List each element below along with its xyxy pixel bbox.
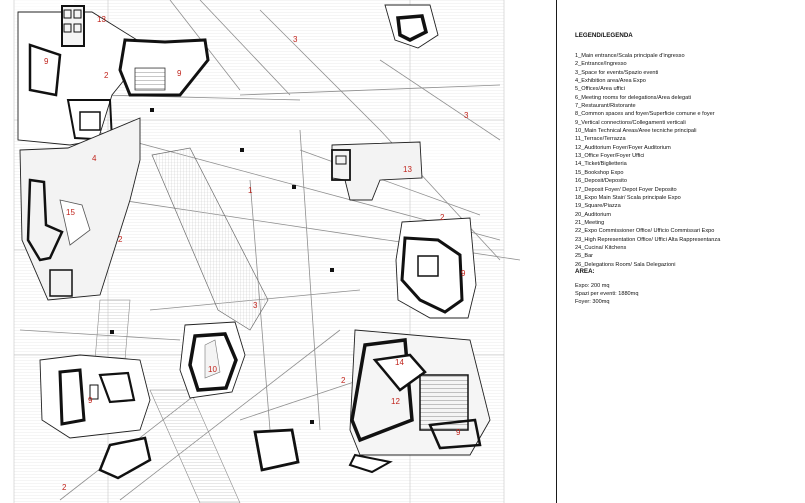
legend-item: 9_Vertical connections/Collegamenti verticali — [575, 119, 686, 126]
legend-item: 8_Common spaces and foyer/Superficie comune e foyer — [575, 111, 715, 118]
label-15-bookshop: 15 — [66, 208, 75, 217]
legend-list — [575, 52, 720, 269]
legend-item: 7_Restaurant/Ristorante — [575, 103, 636, 110]
label-13-east: 13 — [403, 165, 412, 174]
label-3-north: 3 — [293, 35, 298, 44]
legend-item: 11_Terrace/Terrazza — [575, 136, 626, 143]
legend-item: 20_Auditorium — [575, 211, 612, 218]
label-1-main: 1 — [248, 186, 253, 195]
area-item: Spazi per eventi: 1880mq — [575, 291, 639, 298]
legend-item: 1_Main entrance/Scala principale d'ingresso — [575, 53, 685, 59]
label-4-exhibition: 4 — [92, 154, 97, 163]
legend-title: LEGEND/LEGENDA — [575, 32, 633, 39]
label-9-northwest: 9 — [44, 57, 49, 66]
legend-item: 10_Main Technical Areas/Aree tecniche principali — [575, 128, 697, 135]
legend-item: 14_Ticket/Biglietteria — [575, 161, 627, 168]
area-item: Foyer: 300mq — [575, 299, 610, 306]
label-2-center: 2 — [118, 235, 123, 244]
pod-east — [396, 218, 476, 318]
label-2-south: 2 — [341, 376, 346, 385]
legend-item: 6_Meeting rooms for delegations/Area delegati — [575, 94, 691, 101]
legend-item: 17_Deposit Foyer/ Depot Foyer Deposito — [575, 186, 677, 193]
label-10-technical: 10 — [208, 365, 217, 374]
legend-item: 5_Offices/Area uffici — [575, 86, 625, 93]
label-3-east: 3 — [464, 111, 469, 120]
label-12-auditorium: 12 — [391, 397, 400, 406]
label-9-east: 9 — [461, 269, 466, 278]
legend-item: 26_Delegations Room/ Sala Delegazioni — [575, 261, 676, 268]
stairs-northwest — [135, 68, 165, 90]
legend-item: 21_Meeting — [575, 219, 605, 226]
legend-item: 13_Office Foyer/Foyer Uffici — [575, 153, 645, 160]
legend-item: 4_Exhibition area/Area Expo — [575, 78, 646, 85]
label-3-center: 3 — [253, 301, 258, 310]
label-9-southeast: 9 — [456, 428, 461, 437]
label-9-southwest: 9 — [88, 396, 93, 405]
pod-south — [255, 430, 298, 470]
area-title: AREA: — [575, 268, 595, 275]
legend-item: 19_Square/Piazza — [575, 203, 621, 210]
legend-item: 12_Auditorium Foyer/Foyer Auditorium — [575, 144, 671, 151]
label-2-southwest: 2 — [62, 483, 67, 492]
label-2-east: 2 — [440, 213, 445, 222]
legend-item: 3_Space for events/Spazio eventi — [575, 69, 659, 76]
label-2-northwest: 2 — [104, 71, 109, 80]
legend-item: 23_High Representation Office/ Uffici Alta Rappresentanza — [575, 236, 721, 243]
area-item: Expo: 200 mq — [575, 283, 610, 289]
legend-item: 25_Bar — [575, 253, 594, 260]
label-13-northwest: 13 — [97, 15, 106, 24]
label-9-north: 9 — [177, 69, 182, 78]
legend-item: 24_Cucina/ Kitchens — [575, 244, 627, 251]
label-14-ticket: 14 — [395, 358, 404, 367]
area-list — [575, 282, 638, 307]
legend-item: 2_Entrance/Ingresso — [575, 61, 627, 68]
legend-item: 15_Bookshop Expo — [575, 169, 624, 176]
legend-item: 16_Deposit/Deposito — [575, 178, 627, 185]
legend-item: 22_Expo Commissioner Office/ Ufficio Commissari Expo — [575, 228, 715, 235]
legend-item: 18_Expo Main Stair/ Scala principale Expo — [575, 194, 681, 201]
legend-panel — [556, 0, 805, 503]
